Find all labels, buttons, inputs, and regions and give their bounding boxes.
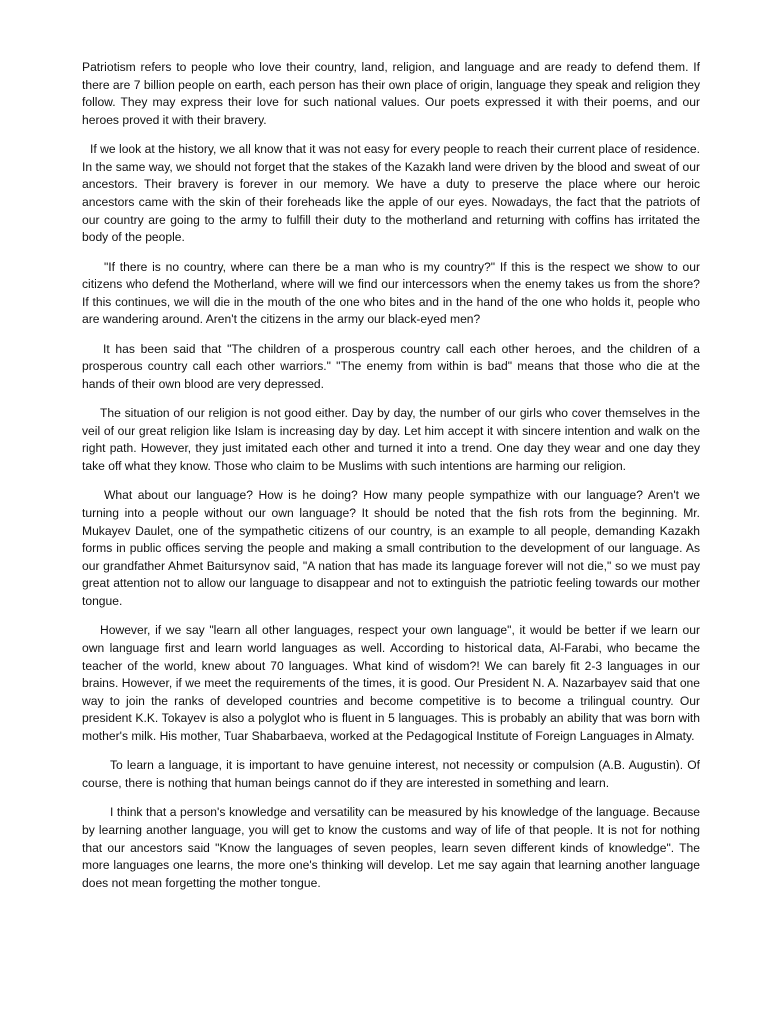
paragraph-patriotism-definition: Patriotism refers to people who love their country, land, religion, and language and are ready to defend them. If there are 7 billion people on earth, each person has their own place of origin, language they speak and religion they follow. They may express their love for such national values. Our poets expressed it with their poems, and our heroes proved it with their bravery. [82,60,700,127]
paragraph-learn-languages: However, if we say "learn all other languages, respect your own language", it would be better if we learn our own language first and learn world languages as well. According to historical data, Al-Farabi, who became the teacher of the world, knew about 70 languages. What kind of wisdom?! We can barely fit 2-3 languages in our brains. However, if we meet the requirements of the times, it is good. Our President N. A. Nazarbayev said that one way to join the ranks of developed countries and become competitive is to become a trilingual country. Our president K.K. Tokayev is also a polyglot who is fluent in 5 languages. This is probably an ability that was born with mother's milk. His mother, Tuar Shabarbaeva, worked at the Pedagogical Institute of Foreign Languages in Almaty. [82,623,700,743]
paragraph-prosperous-country: It has been said that "The children of a prosperous country call each other heroes, and the children of a prosperous country call each other warriors." "The enemy from within is bad" means that those who die at the hands of their own blood are very depressed. [82,341,700,391]
paragraph-religion: The situation of our religion is not good either. Day by day, the number of our girls who cover themselves in the veil of our great religion like Islam is increasing day by day. Let him accept it with sincere intention and walk on the right path. However, they just imitated each other and turned it into a trend. One day they wear and one day they take off what they know. Those who claim to be Muslims with such intentions are harming our religion. [82,406,700,474]
paragraph-history: If we look at the history, we all know that it was not easy for every people to reach their current place of residence. In the same way, we should not forget that the stakes of the Kazakh land were driven by the blood and sweat of our ancestors. Their bravery is forever in our memory. We have a duty to preserve the place where our heroic ancestors came with the skin of their foreheads like the apple of our eyes. Nowadays, the fact that the patriots of our country are going to the army to fulfill their duty to the motherland and returning with coffins has irritated the body of the people. [82,142,700,245]
paragraph-genuine-interest: To learn a language, it is important to have genuine interest, not necessity or compulsion (A.B. Augustin). Of course, there is nothing that human beings cannot do if they are interested in something and learn. [82,758,700,790]
paragraph-country-quote: "If there is no country, where can there be a man who is my country?" If this is the respect we show to our citizens who defend the Motherland, where will we find our intercessors when the enemy takes us from the shore? If this continues, we will die in the mouth of the one who bites and in the hand of the one who holds it, people who are wandering around. Aren't the citizens in the army our black-eyed men? [82,259,700,327]
paragraph-knowledge-versatility: I think that a person's knowledge and versatility can be measured by his knowledge of the language. Because by learning another language, you will get to know the customs and way of life of that people. It is not for nothing that our ancestors said "Know the languages of seven peoples, learn seven different kinds of knowledge". The more languages one learns, the more one's thinking will develop. Let me say again that learning another language does not mean forgetting the mother tongue. [82,805,700,890]
paragraph-language: What about our language? How is he doing? How many people sympathize with our language? Aren't we turning into a people without our own language? It should be noted that the fish rots from the beginning. Mr. Mukayev Daulet, one of the sympathetic citizens of our country, is an example to all people, demanding Kazakh forms in public offices serving the people and making a small contribution to the development of our language. As our grandfather Ahmet Baitursynov said, "A nation that has made its language forever will not die," so we must pay great attention not to allow our language to disappear and not to extinguish the patriotic feeling towards our mother tongue. [82,488,700,609]
document-page [82,59,700,904]
